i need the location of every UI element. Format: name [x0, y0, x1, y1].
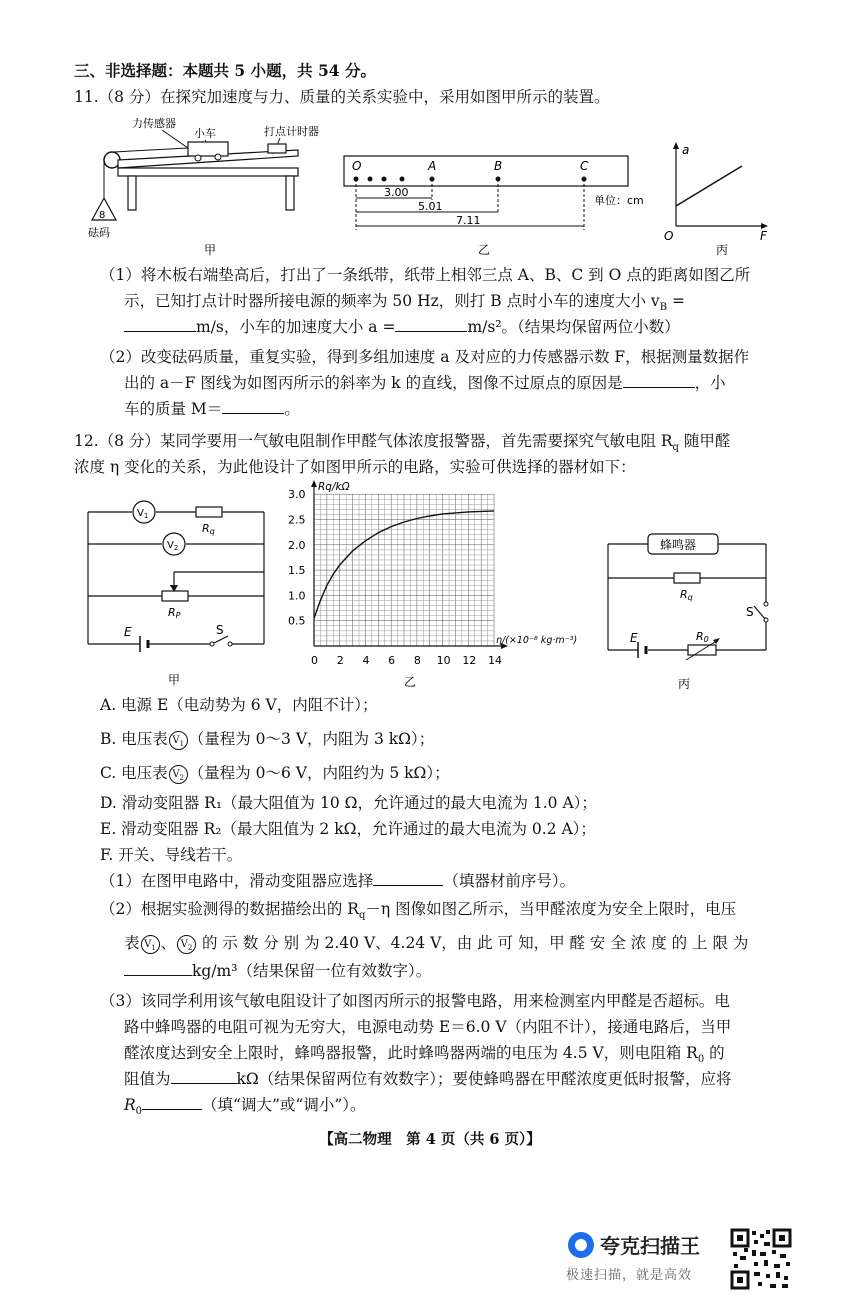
resistor-rq-icon: [674, 573, 700, 583]
q11-p2-line2: 出的 a－F 图线为如图丙所示的斜率为 k 的直线，图像不过原点的原因是 ，小: [124, 374, 726, 392]
q12-p3-line2: 路中蜂鸣器的电阻可视为无穷大，电源电动势 E＝6.0 V（内阻不计），接通电路后，当甲: [124, 1018, 732, 1036]
v1-symbol-icon: $V_1$: [169, 731, 188, 750]
caption-jia: 甲: [204, 243, 217, 257]
answer-blank-a[interactable]: [395, 317, 467, 332]
q12-p2-line3: kg/m³（结果保留一位有效数字）。: [124, 960, 431, 982]
x-tick-label: 2: [336, 654, 344, 667]
q11-p1-line1: （1）将木板右端垫高后，打出了一条纸带，纸带上相邻三点 A、B、C 到 O 点的距离如图乙所: [100, 266, 751, 284]
q11-p1-line3: m/s，小车的加速度大小 a = m/s²。（结果均保留两位小数）: [124, 316, 680, 338]
table-top: [118, 168, 298, 176]
point-b: B: [494, 159, 503, 173]
label-timer: 打点计时器: [264, 125, 319, 138]
label-weight: 砝码: [88, 226, 110, 239]
option-b: B. 电压表 $V_1$ （量程为 0～3 V，内阻为 3 kΩ）；: [100, 730, 435, 748]
q11-stem: 11.（8 分）在探究加速度与力、质量的关系实验中，采用如图甲所示的装置。: [74, 88, 610, 106]
svg-text:RP: RP: [168, 606, 181, 620]
watermark: [566, 1228, 726, 1288]
q12-p3-line4: 阻值为 kΩ（结果保留两位有效数字）；要使蜂鸣器在甲醛浓度更低时报警，应将: [124, 1070, 732, 1088]
x-tick-label: 0: [311, 654, 318, 667]
v1-label: $V_1$: [137, 508, 149, 520]
svg-text:V2: $V_2$: [167, 540, 179, 552]
q12-p2-line1: （2）根据实验测得的数据描绘出的 $R_q-\eta$ 图像如图乙所示，当甲醛浓度为安全上限时，电压: [100, 900, 737, 922]
q11-p1-line2: 示，已知打点计时器所接电源的频率为 50 Hz，则打 B 点时小车的速度大小 $v_B$ =: [124, 292, 685, 314]
answer-blank-adjust[interactable]: [142, 1095, 202, 1110]
buzzer-label: 蜂鸣器: [660, 538, 697, 552]
label-force-sensor: 力传感器: [132, 117, 176, 130]
brand-slogan: 极速扫描，就是高效: [566, 1268, 693, 1283]
answer-blank-rheostat[interactable]: [373, 871, 443, 886]
answer-blank-reason[interactable]: [623, 373, 695, 388]
switch-icon: [210, 642, 214, 646]
q11-p2-line3: 车的质量 M＝ 。: [124, 400, 300, 418]
svg-text:S: S: [216, 623, 224, 637]
svg-text:S: S: [746, 605, 754, 619]
q12-figure-bing: [600, 526, 780, 692]
q11-figure-jia: [88, 118, 318, 258]
q12-figure-jia: [82, 500, 292, 690]
point-a: A: [428, 159, 437, 173]
q11-figure-yi: [338, 152, 644, 258]
x-tick-label: 8: [413, 654, 421, 667]
v1-symbol-icon: $V_1$: [141, 935, 160, 954]
timer: [268, 144, 286, 153]
x-tick-label: 14: [488, 654, 503, 667]
q12-p3-line3: 醛浓度达到安全上限时，蜂鸣器报警，此时蜂鸣器两端的电压为 4.5 V，则电阻箱 $R_0$ 的: [124, 1044, 725, 1066]
x-tick-label: 4: [362, 654, 370, 667]
brand-name: 夸克扫描王: [600, 1234, 700, 1258]
answer-blank-r0[interactable]: [171, 1069, 237, 1084]
origin-o: O: [664, 229, 674, 243]
svg-text:Rq: Rq: [202, 522, 215, 536]
q12-p2-line2: 表 $V_1$ 、 $V_2$ 的 示 数 分 别 为 2.40 V、4.24 V，由 此 可 知，甲 醛 安 全 浓 度 的 上 限 为: [124, 934, 749, 952]
x-tick-label: 12: [462, 654, 477, 667]
q12-chart-rq-eta: [282, 478, 622, 690]
qr-code-icon: [730, 1228, 792, 1290]
section-title: 三、非选择题：本题共 5 小题，共 54 分。: [74, 61, 376, 80]
q12-stem-line1: 12.（8 分）某同学要用一气敏电阻制作甲醛气体浓度报警器，首先需要探究气敏电阻 $R_q$ 随甲醛: [74, 432, 731, 454]
caption-q12-yi: 乙: [404, 675, 417, 689]
svg-text:Rq: Rq: [680, 588, 693, 602]
page-footer: 【高二物理 第 4 页（共 6 页）】: [319, 1131, 541, 1148]
q12-p3-line5: $R_0$ （填“调大”或“调小”）。: [124, 1096, 366, 1118]
y-tick-label: 1.0: [288, 589, 306, 603]
y-tick-label: 2.0: [288, 538, 306, 552]
option-a: A. 电源 E（电动势为 6 V，内阻不计）；: [100, 696, 378, 714]
answer-blank-vb[interactable]: [124, 317, 196, 332]
q11-p2-line1: （2）改变砝码质量，重复实验，得到多组加速度 a 及对应的力传感器示数 F，根据测量数据作: [100, 348, 750, 366]
axis-a: a: [682, 143, 690, 157]
option-f: F. 开关、导线若干。: [100, 846, 243, 864]
svg-text:E: E: [124, 625, 132, 639]
q12-p3-line1: （3）该同学利用该气敏电阻设计了如图丙所示的报警电路，用来检测室内甲醛是否超标。电: [100, 992, 730, 1010]
caption-yi: 乙: [478, 243, 491, 257]
chart-ylabel: Rq/kΩ: [318, 481, 350, 493]
svg-text:8: 8: [99, 210, 106, 221]
v2-symbol-icon: $V_2$: [169, 765, 188, 784]
caption-q12-bing: 丙: [678, 677, 691, 691]
x-tick-label: 6: [388, 654, 396, 667]
dist-oc: 7.11: [456, 214, 481, 227]
resistor-rq-icon: [196, 507, 222, 517]
caption-bing: 丙: [716, 243, 729, 257]
dist-oa: 3.00: [384, 186, 409, 199]
point-c: C: [580, 159, 589, 173]
x-tick-label: 10: [436, 654, 451, 667]
switch-icon: [764, 602, 768, 606]
chart-xlabel: η/(×10⁻⁸ kg·m⁻³): [496, 635, 578, 646]
car: [188, 142, 228, 156]
rheostat-rp-icon: [162, 591, 188, 601]
y-tick-label: 2.5: [288, 513, 306, 527]
y-tick-label: 0.5: [288, 614, 306, 628]
y-tick-label: 1.5: [288, 564, 306, 578]
scanner-logo-icon: [568, 1232, 594, 1258]
dist-ob: 5.01: [418, 200, 443, 213]
unit-label: 单位：cm: [594, 194, 644, 207]
option-c: C. 电压表 $V_2$ （量程为 0～6 V，内阻约为 5 kΩ）；: [100, 764, 450, 782]
option-e: E. 滑动变阻器 R₂（最大阻值为 2 kΩ，允许通过的最大电流为 0.2 A）；: [100, 820, 596, 838]
y-tick-label: 3.0: [288, 488, 306, 502]
axis-f: F: [760, 229, 767, 243]
svg-text:R0: R0: [696, 630, 709, 644]
chart-grid: [314, 494, 494, 646]
af-line: [676, 166, 742, 206]
caption-q12-jia: 甲: [168, 673, 181, 687]
answer-blank-mass[interactable]: [222, 399, 284, 414]
q12-p1: （1）在图甲电路中，滑动变阻器应选择 （填器材前序号）。: [100, 872, 576, 890]
option-d: D. 滑动变阻器 R₁（最大阻值为 10 Ω，允许通过的最大电流为 1.0 A）；: [100, 794, 597, 812]
point-o: O: [352, 159, 362, 173]
answer-blank-concentration[interactable]: [124, 961, 192, 976]
svg-text:E: E: [630, 631, 638, 645]
v2-symbol-icon: $V_2$: [177, 935, 196, 954]
label-car: 小车: [194, 127, 216, 140]
q11-figure-bing: [660, 140, 780, 258]
q12-stem-line2: 浓度 η 变化的关系，为此他设计了如图甲所示的电路，实验可供选择的器材如下：: [74, 458, 636, 476]
